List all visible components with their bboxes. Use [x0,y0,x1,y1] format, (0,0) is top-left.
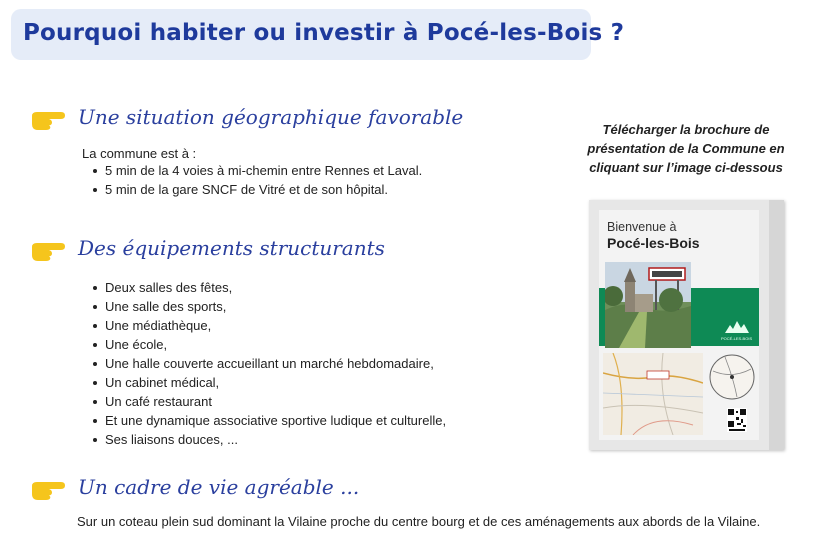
section-title: Une situation géographique favorable [78,105,464,129]
brochure-village-photo [605,262,691,348]
brochure-town-name: Pocé-les-Bois [607,235,700,251]
list-item: Une halle couverte accueillant un marché hebdomadaire, [91,354,446,373]
download-line: Télécharger la brochure de [602,122,770,137]
list-item: 5 min de la gare SNCF de Vitré et de son hôpital. [91,180,422,199]
list-item: 5 min de la 4 voies à mi-chemin entre Rennes et Laval. [91,161,422,180]
equipements-list [91,278,446,449]
brochure-cover [599,210,759,440]
list-item: Une salle des sports, [91,297,446,316]
brochure-thumbnail-link[interactable] [589,200,784,450]
list-item: Une école, [91,335,446,354]
list-item: Deux salles des fêtes, [91,278,446,297]
page-title: Pourquoi habiter ou investir à Pocé-les-Bois ? [23,20,625,46]
list-item: Un café restaurant [91,392,446,411]
pointing-hand-icon [30,238,66,262]
brochure-logo-icon [724,318,750,334]
situation-intro: La commune est à : [82,146,197,161]
section-title: Un cadre de vie agréable ... [78,475,360,499]
brochure-welcome: Bienvenue à [607,220,677,234]
brochure-qr-code [727,408,747,432]
brochure-area-map [707,353,757,401]
title-banner [11,9,625,60]
pointing-hand-icon [30,477,66,501]
brochure-map [603,353,703,435]
brochure-download-note [570,120,802,177]
list-item: Une médiathèque, [91,316,446,335]
section-title: Des équipements structurants [78,236,385,260]
brochure-spine [769,200,784,450]
download-line: présentation de la Commune en [587,141,785,156]
list-item: Ses liaisons douces, ... [91,430,446,449]
list-item: Et une dynamique associative sportive ludique et culturelle, [91,411,446,430]
list-item: Un cabinet médical, [91,373,446,392]
situation-list [91,161,422,199]
download-line: cliquant sur l’image ci-dessous [589,160,783,175]
brochure-logo-caption: POCÉ-LES-BOIS [721,336,753,341]
pointing-hand-icon [30,107,66,131]
cadre-description: Sur un coteau plein sud dominant la Vilaine proche du centre bourg et de ces aménagements aux abords de la Vilaine. [77,514,761,529]
